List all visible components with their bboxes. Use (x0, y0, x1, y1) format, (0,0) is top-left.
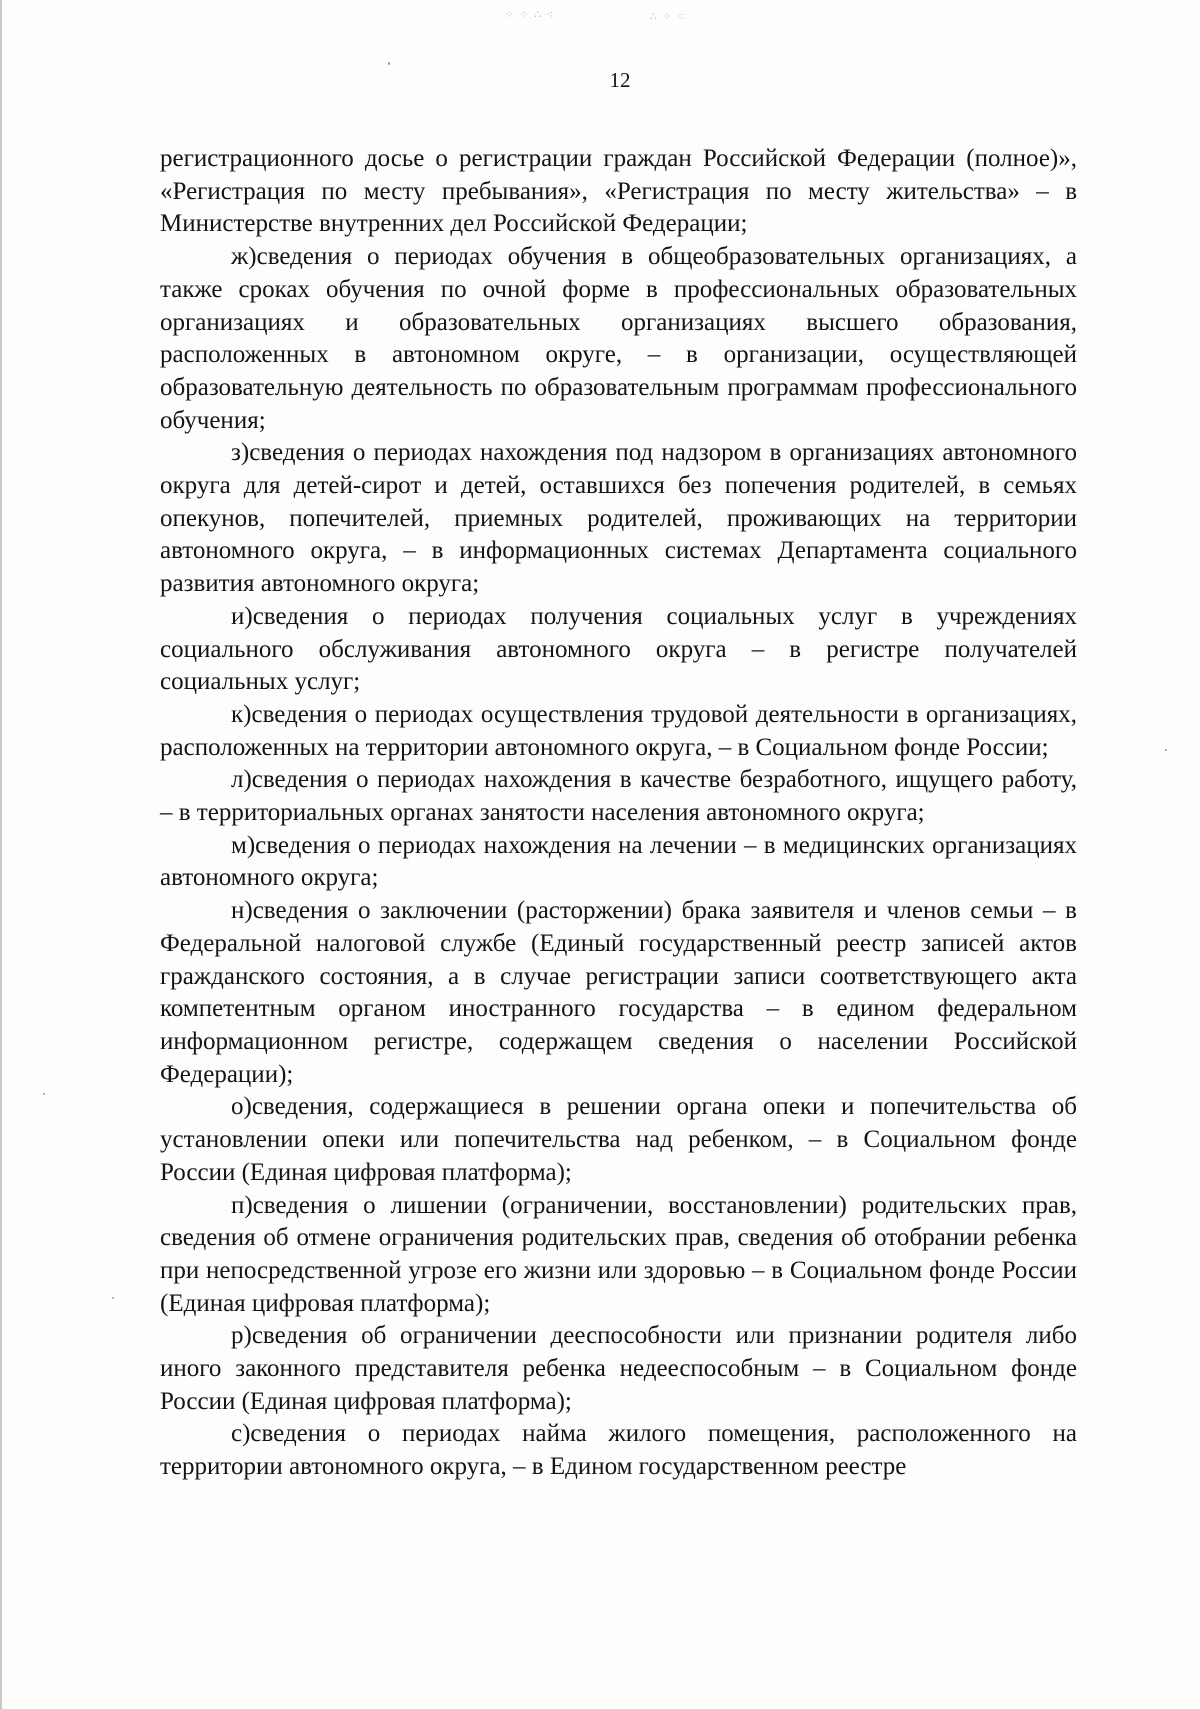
paragraph-item-p: п)сведения о лишении (ограничении, восстановлении) родительских прав, сведения об отмене ограничения родительских прав, сведения об отобрании ребенка при непосредственной угрозе его жизни или здоровью – в Социальном фонде России (Единая цифровая платформа); (160, 1191, 1077, 1317)
paragraph-item-k: к)сведения о периодах осуществления трудовой деятельности в организациях, расположенных на территории автономного округа, – в Социальном фонде России; (160, 700, 1077, 761)
paragraph-item-i: и)сведения о периодах получения социальных услуг в учреждениях социального обслуживания автономного округа – в регистре получателей социальных услуг; (160, 602, 1077, 696)
scan-edge (0, 0, 2, 1709)
paragraph-item-z: з)сведения о периодах нахождения под надзором в организациях автономного округа для детей-сирот и детей, оставшихся без попечения родителей, в семьях опекунов, попечителей, приемных родителей, проживающих на территории автономного округа, – в информационных системах Департамента социального развития автономного округа; (160, 439, 1077, 598)
paragraph-item-l: л)сведения о периодах нахождения в качестве безработного, ищущего работу, – в территориальных органах занятости населения автономного округа; (160, 766, 1077, 827)
scan-artifact: ∴ ⁘ ⁖ (650, 10, 685, 23)
document-body (160, 143, 1077, 1484)
paragraph-item-zh: ж)сведения о периодах обучения в общеобразовательных организациях, а также сроках обучения по очной форме в профессиональных образовательных организациях и образовательных организациях высшего образования, расположенных в автономном округе, – в организации, осуществляющей образовательную деятельность по образовательным программам профессионального обучения; (160, 243, 1077, 434)
scan-speck (112, 1297, 114, 1299)
page-number: 12 (609, 68, 631, 92)
scan-artifact: ⁘ ⁘ ∴ ⁖ (505, 8, 555, 21)
paragraph-item-r: р)сведения об ограничении дееспособности или признании родителя либо иного законного представителя ребенка недееспособным – в Социальном фонде России (Единая цифровая платформа); (160, 1322, 1077, 1415)
scan-speck (43, 1093, 45, 1095)
scan-speck (388, 62, 390, 65)
paragraph-item-m: м)сведения о периодах нахождения на лечении – в медицинских организациях автономного округа; (160, 831, 1077, 892)
paragraph-continuation: регистрационного досье о регистрации граждан Российской Федерации (полное)», «Регистрация по месту пребывания», «Регистрация по месту жительства» – в Министерстве внутренних дел Российской Федерации; (160, 145, 1077, 238)
paragraph-item-n: н)сведения о заключении (расторжении) брака заявителя и членов семьи – в Федеральной налоговой службе (Единый государственный реестр записей актов гражданского состояния, а в случае регистрации записи соответствующего акта компетентным органом иностранного государства – в едином федеральном информационном регистре, содержащем сведения о населении Российской Федерации); (160, 897, 1077, 1088)
paragraph-item-o: о)сведения, содержащиеся в решении органа опеки и попечительства об установлении опеки или попечительства над ребенком, – в Социальном фонде России (Единая цифровая платформа); (160, 1093, 1077, 1186)
paragraph-item-s: с)сведения о периодах найма жилого помещения, расположенного на территории автономного округа, – в Едином государственном реестре (160, 1420, 1077, 1481)
scan-speck (1165, 749, 1167, 751)
